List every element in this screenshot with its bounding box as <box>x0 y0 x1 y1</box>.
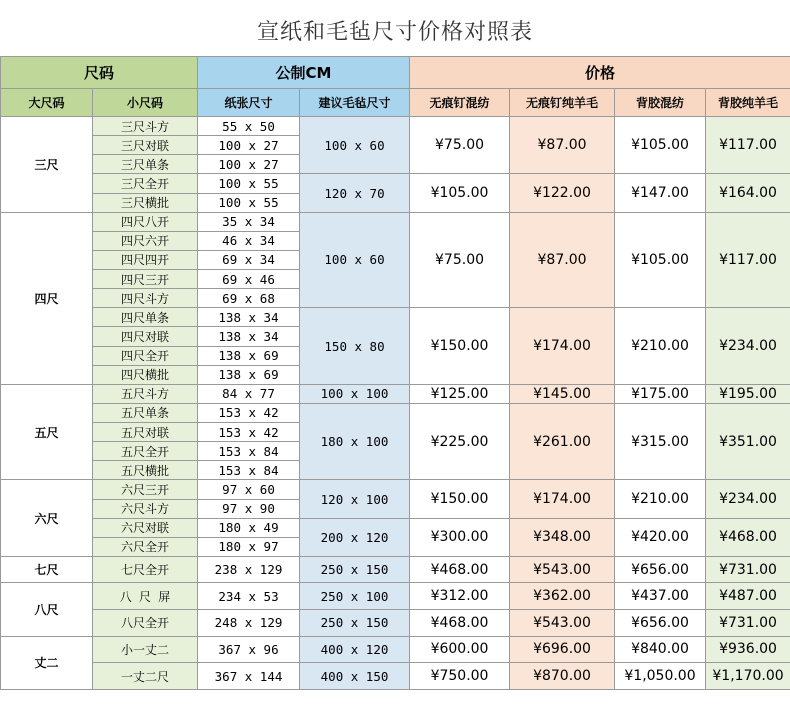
price-blend-pin-cell: ¥105.00 <box>410 174 510 212</box>
small-size-cell: 五尺单条 <box>93 403 198 422</box>
table-row <box>1 117 790 136</box>
table-body <box>1 117 790 690</box>
price-blend-adhesive-cell: ¥105.00 <box>615 212 706 308</box>
price-wool-pin-cell: ¥145.00 <box>510 384 615 403</box>
felt-size-cell: 250 x 150 <box>300 556 410 583</box>
price-wool-pin-cell: ¥348.00 <box>510 518 615 556</box>
price-wool-adhesive-cell: ¥487.00 <box>706 583 790 610</box>
price-wool-adhesive-cell: ¥351.00 <box>706 403 790 480</box>
felt-size-cell: 400 x 120 <box>300 636 410 663</box>
price-blend-pin-cell: ¥468.00 <box>410 556 510 583</box>
felt-size-cell: 250 x 150 <box>300 610 410 637</box>
price-wool-pin-cell: ¥696.00 <box>510 636 615 663</box>
price-blend-adhesive-cell: ¥105.00 <box>615 117 706 174</box>
column-header-small-size: 小尺码 <box>93 89 198 117</box>
paper-size-cell: 138 x 34 <box>198 308 300 327</box>
small-size-cell: 四尺单条 <box>93 308 198 327</box>
paper-size-cell: 153 x 84 <box>198 442 300 461</box>
price-wool-pin-cell: ¥87.00 <box>510 212 615 308</box>
price-wool-pin-cell: ¥174.00 <box>510 308 615 385</box>
price-wool-adhesive-cell: ¥936.00 <box>706 636 790 663</box>
size-price-table-wrapper <box>0 56 790 690</box>
paper-size-cell: 84 x 77 <box>198 384 300 403</box>
felt-size-cell: 200 x 120 <box>300 518 410 556</box>
small-size-cell: 四尺全开 <box>93 346 198 365</box>
column-header-price-wool-adhesive: 背胶纯羊毛 <box>706 89 790 117</box>
column-header-felt-size: 建议毛毡尺寸 <box>300 89 410 117</box>
column-header-paper-size: 纸张尺寸 <box>198 89 300 117</box>
price-blend-adhesive-cell: ¥175.00 <box>615 384 706 403</box>
column-header-price-blend-pin: 无痕钉混纺 <box>410 89 510 117</box>
price-wool-adhesive-cell: ¥234.00 <box>706 480 790 518</box>
small-size-cell: 五尺斗方 <box>93 384 198 403</box>
price-blend-pin-cell: ¥750.00 <box>410 663 510 690</box>
table-row <box>1 583 790 610</box>
price-wool-adhesive-cell: ¥117.00 <box>706 212 790 308</box>
price-blend-adhesive-cell: ¥315.00 <box>615 403 706 480</box>
column-header-price-wool-pin: 无痕钉纯羊毛 <box>510 89 615 117</box>
small-size-cell: 四尺六开 <box>93 231 198 250</box>
table-row <box>1 518 790 537</box>
small-size-cell: 七尺全开 <box>93 556 198 583</box>
paper-size-cell: 138 x 69 <box>198 365 300 384</box>
size-price-table <box>0 56 790 690</box>
small-size-cell: 五尺横批 <box>93 461 198 480</box>
price-wool-pin-cell: ¥261.00 <box>510 403 615 480</box>
price-wool-adhesive-cell: ¥1,170.00 <box>706 663 790 690</box>
table-row <box>1 636 790 663</box>
table-row <box>1 610 790 637</box>
column-header-price-blend-adhesive: 背胶混纺 <box>615 89 706 117</box>
price-wool-pin-cell: ¥543.00 <box>510 556 615 583</box>
small-size-cell: 五尺对联 <box>93 423 198 442</box>
table-row <box>1 384 790 403</box>
felt-size-cell: 120 x 100 <box>300 480 410 518</box>
small-size-cell: 六尺对联 <box>93 518 198 537</box>
small-size-cell: 六尺斗方 <box>93 499 198 518</box>
paper-size-cell: 153 x 42 <box>198 403 300 422</box>
table-row <box>1 212 790 231</box>
felt-size-cell: 250 x 100 <box>300 583 410 610</box>
felt-size-cell: 400 x 150 <box>300 663 410 690</box>
group-header-metric: 公制CM <box>198 57 410 89</box>
small-size-cell: 四尺斗方 <box>93 289 198 308</box>
felt-size-cell: 150 x 80 <box>300 308 410 385</box>
price-blend-pin-cell: ¥312.00 <box>410 583 510 610</box>
paper-size-cell: 55 x 50 <box>198 117 300 136</box>
table-row <box>1 308 790 327</box>
price-blend-adhesive-cell: ¥210.00 <box>615 480 706 518</box>
price-blend-pin-cell: ¥225.00 <box>410 403 510 480</box>
big-size-cell: 八尺 <box>1 583 93 636</box>
table-row <box>1 174 790 193</box>
price-blend-adhesive-cell: ¥656.00 <box>615 556 706 583</box>
small-size-cell: 三尺斗方 <box>93 117 198 136</box>
paper-size-cell: 367 x 144 <box>198 663 300 690</box>
paper-size-cell: 138 x 69 <box>198 346 300 365</box>
price-wool-adhesive-cell: ¥468.00 <box>706 518 790 556</box>
price-wool-adhesive-cell: ¥234.00 <box>706 308 790 385</box>
price-blend-adhesive-cell: ¥147.00 <box>615 174 706 212</box>
small-size-cell: 一丈二尺 <box>93 663 198 690</box>
table-row <box>1 663 790 690</box>
price-blend-adhesive-cell: ¥210.00 <box>615 308 706 385</box>
small-size-cell: 三尺全开 <box>93 174 198 193</box>
paper-size-cell: 69 x 68 <box>198 289 300 308</box>
price-blend-adhesive-cell: ¥420.00 <box>615 518 706 556</box>
big-size-cell: 丈二 <box>1 636 93 689</box>
price-wool-adhesive-cell: ¥731.00 <box>706 556 790 583</box>
paper-size-cell: 97 x 60 <box>198 480 300 499</box>
paper-size-cell: 69 x 46 <box>198 270 300 289</box>
price-wool-pin-cell: ¥362.00 <box>510 583 615 610</box>
small-size-cell: 六尺三开 <box>93 480 198 499</box>
paper-size-cell: 367 x 96 <box>198 636 300 663</box>
table-row <box>1 556 790 583</box>
paper-size-cell: 100 x 27 <box>198 136 300 155</box>
felt-size-cell: 120 x 70 <box>300 174 410 212</box>
paper-size-cell: 35 x 34 <box>198 212 300 231</box>
paper-size-cell: 180 x 97 <box>198 537 300 556</box>
price-blend-adhesive-cell: ¥1,050.00 <box>615 663 706 690</box>
paper-size-cell: 248 x 129 <box>198 610 300 637</box>
bottom-band <box>0 690 790 727</box>
price-wool-pin-cell: ¥174.00 <box>510 480 615 518</box>
small-size-cell: 四尺三开 <box>93 270 198 289</box>
price-blend-pin-cell: ¥300.00 <box>410 518 510 556</box>
felt-size-cell: 100 x 100 <box>300 384 410 403</box>
group-header-size: 尺码 <box>1 57 198 89</box>
small-size-cell: 四尺对联 <box>93 327 198 346</box>
price-wool-adhesive-cell: ¥117.00 <box>706 117 790 174</box>
felt-size-cell: 100 x 60 <box>300 212 410 308</box>
paper-size-cell: 100 x 27 <box>198 155 300 174</box>
paper-size-cell: 138 x 34 <box>198 327 300 346</box>
small-size-cell: 三尺单条 <box>93 155 198 174</box>
small-size-cell: 小一丈二 <box>93 636 198 663</box>
price-blend-adhesive-cell: ¥656.00 <box>615 610 706 637</box>
table-row <box>1 403 790 422</box>
small-size-cell: 四尺四开 <box>93 250 198 269</box>
paper-size-cell: 46 x 34 <box>198 231 300 250</box>
felt-size-cell: 100 x 60 <box>300 117 410 174</box>
table-row <box>1 480 790 499</box>
paper-size-cell: 100 x 55 <box>198 174 300 193</box>
price-blend-pin-cell: ¥600.00 <box>410 636 510 663</box>
price-blend-pin-cell: ¥468.00 <box>410 610 510 637</box>
price-blend-adhesive-cell: ¥437.00 <box>615 583 706 610</box>
paper-size-cell: 238 x 129 <box>198 556 300 583</box>
paper-size-cell: 234 x 53 <box>198 583 300 610</box>
big-size-cell: 三尺 <box>1 117 93 213</box>
big-size-cell: 七尺 <box>1 556 93 583</box>
paper-size-cell: 100 x 55 <box>198 193 300 212</box>
big-size-cell: 六尺 <box>1 480 93 557</box>
small-size-cell: 六尺全开 <box>93 537 198 556</box>
group-header-price: 价格 <box>410 57 790 89</box>
page-title: 宣纸和毛毡尺寸价格对照表 <box>256 20 533 45</box>
price-blend-pin-cell: ¥75.00 <box>410 117 510 174</box>
small-size-cell: 三尺横批 <box>93 193 198 212</box>
paper-size-cell: 180 x 49 <box>198 518 300 537</box>
small-size-cell: 五尺全开 <box>93 442 198 461</box>
big-size-cell: 四尺 <box>1 212 93 384</box>
price-blend-pin-cell: ¥125.00 <box>410 384 510 403</box>
price-wool-adhesive-cell: ¥731.00 <box>706 610 790 637</box>
paper-size-cell: 97 x 90 <box>198 499 300 518</box>
small-size-cell: 三尺对联 <box>93 136 198 155</box>
small-size-cell: 八尺全开 <box>93 610 198 637</box>
price-blend-pin-cell: ¥75.00 <box>410 212 510 308</box>
price-wool-pin-cell: ¥122.00 <box>510 174 615 212</box>
price-wool-pin-cell: ¥870.00 <box>510 663 615 690</box>
price-blend-pin-cell: ¥150.00 <box>410 480 510 518</box>
felt-size-cell: 180 x 100 <box>300 403 410 480</box>
small-size-cell: 四尺八开 <box>93 212 198 231</box>
paper-size-cell: 153 x 42 <box>198 423 300 442</box>
price-wool-pin-cell: ¥87.00 <box>510 117 615 174</box>
paper-size-cell: 69 x 34 <box>198 250 300 269</box>
price-blend-adhesive-cell: ¥840.00 <box>615 636 706 663</box>
small-size-cell: 八 尺 屏 <box>93 583 198 610</box>
small-size-cell: 四尺横批 <box>93 365 198 384</box>
price-wool-adhesive-cell: ¥164.00 <box>706 174 790 212</box>
price-wool-adhesive-cell: ¥195.00 <box>706 384 790 403</box>
column-header-big-size: 大尺码 <box>1 89 93 117</box>
price-wool-pin-cell: ¥543.00 <box>510 610 615 637</box>
big-size-cell: 五尺 <box>1 384 93 480</box>
paper-size-cell: 153 x 84 <box>198 461 300 480</box>
price-blend-pin-cell: ¥150.00 <box>410 308 510 385</box>
